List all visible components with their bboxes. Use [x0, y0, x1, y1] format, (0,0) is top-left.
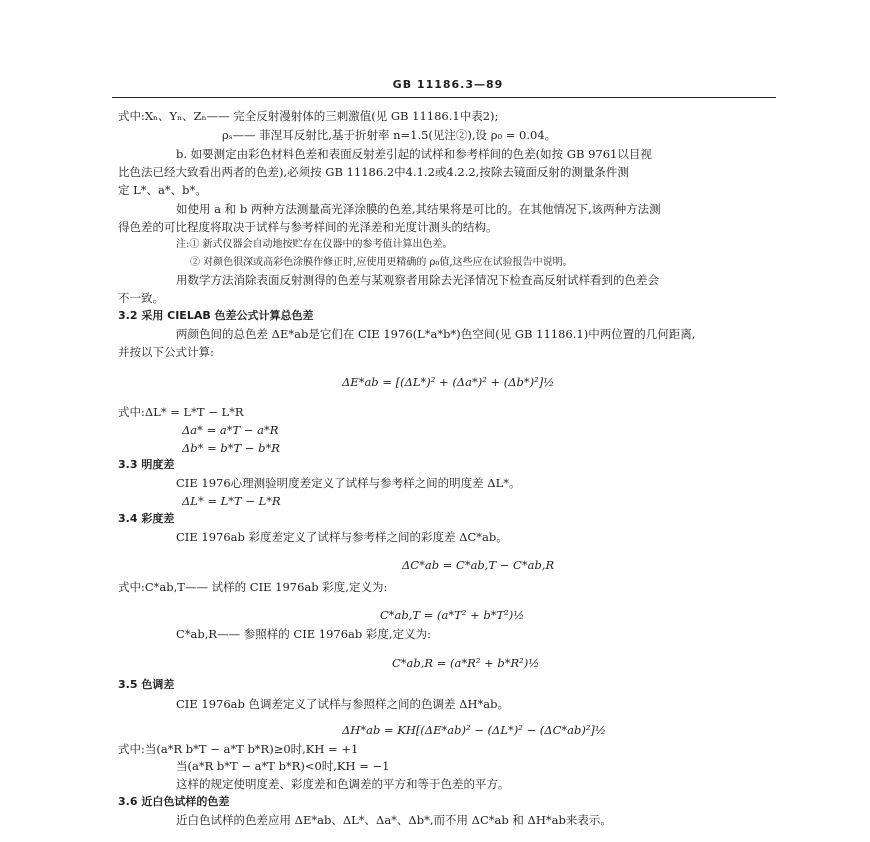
- section-heading: 3.3 明度差: [118, 458, 175, 471]
- text-line: C*ab,R—— 参照样的 CIE 1976ab 彩度,定义为:: [176, 627, 431, 641]
- text-line: 并按以下公式计算:: [118, 345, 214, 359]
- standard-number-header: GB 11186.3—89: [392, 78, 504, 91]
- text-line: b. 如要测定由彩色材料色差和表面反射差引起的试样和参考样间的色差(如按 GB 9761以目视: [176, 147, 652, 161]
- text-line: 式中:Xₙ、Yₙ、Zₙ—— 完全反射漫射体的三刺激值(见 GB 11186.1中表2);: [118, 109, 499, 123]
- formula: Δa* = a*T − a*R: [182, 423, 279, 437]
- formula-where: 式中:ΔL* = L*T − L*R: [118, 405, 244, 419]
- formula: ΔH*ab = KH[(ΔE*ab)² − (ΔL*)² − (ΔC*ab)²]½: [342, 723, 607, 737]
- note-line: 注:① 新式仪器会自动地按贮存在仪器中的参考值计算出色差。: [176, 239, 453, 250]
- text-line: CIE 1976心理测验明度差定义了试样与参考样之间的明度差 ΔL*。: [176, 476, 521, 490]
- formula-where: 当(a*R b*T − a*T b*R)<0时,KH = −1: [176, 759, 390, 773]
- formula: ΔL* = L*T − L*R: [182, 494, 281, 508]
- text-line: ρₛ—— 菲涅耳反射比,基于折射率 n=1.5(见注②),设 ρ₀ = 0.04。: [222, 128, 557, 142]
- text-line: CIE 1976ab 色调差定义了试样与参照样之间的色调差 ΔH*ab。: [176, 697, 509, 711]
- formula: C*ab,R = (a*R² + b*R²)½: [392, 656, 540, 670]
- text-line: 比色法已经大致看出两者的色差),必须按 GB 11186.2中4.1.2或4.2.2,按除去镜面反射的测量条件测: [118, 165, 629, 179]
- text-line: 得色差的可比程度将取决于试样与参考样间的光泽差和光度计测头的结构。: [118, 220, 498, 234]
- formula: ΔE*ab = [(ΔL*)² + (Δa*)² + (Δb*)²]½: [342, 375, 555, 389]
- header-rule: [112, 97, 776, 98]
- formula: Δb* = b*T − b*R: [182, 441, 280, 455]
- text-line: 两颜色间的总色差 ΔE*ab是它们在 CIE 1976(L*a*b*)色空间(见 GB 11186.1)中两位置的几何距离,: [176, 327, 696, 341]
- text-line: 不一致。: [118, 291, 164, 305]
- formula: ΔC*ab = C*ab,T − C*ab,R: [402, 558, 555, 572]
- text-line: 定 L*、a*、b*。: [118, 183, 207, 197]
- text-line: 近白色试样的色差应用 ΔE*ab、ΔL*、Δa*、Δb*,而不用 ΔC*ab 和 ΔH*ab来表示。: [176, 813, 612, 827]
- note-line: ② 对颜色很深或高彩色涂膜作修正时,应使用更精确的 ρ₀值,这些应在试验报告中说明。: [190, 257, 573, 268]
- section-heading: 3.2 采用 CIELAB 色差公式计算总色差: [118, 309, 314, 322]
- formula-where: 式中:C*ab,T—— 试样的 CIE 1976ab 彩度,定义为:: [118, 580, 388, 594]
- formula-where: 式中:当(a*R b*T − a*T b*R)≥0时,KH = +1: [118, 742, 359, 756]
- formula: C*ab,T = (a*T² + b*T²)½: [380, 608, 525, 622]
- section-heading: 3.4 彩度差: [118, 512, 175, 525]
- text-line: CIE 1976ab 彩度差定义了试样与参考样之间的彩度差 ΔC*ab。: [176, 530, 508, 544]
- text-line: 这样的规定使明度差、彩度差和色调差的平方和等于色差的平方。: [176, 777, 510, 791]
- section-heading: 3.6 近白色试样的色差: [118, 795, 230, 808]
- text-line: 如使用 a 和 b 两种方法测量高光泽涂膜的色差,其结果将是可比的。在其他情况下,该两种方法测: [176, 202, 661, 216]
- text-line: 用数学方法消除表面反射测得的色差与某观察者用除去光泽情况下检查高反射试样看到的色差会: [176, 273, 659, 287]
- section-heading: 3.5 色调差: [118, 678, 175, 691]
